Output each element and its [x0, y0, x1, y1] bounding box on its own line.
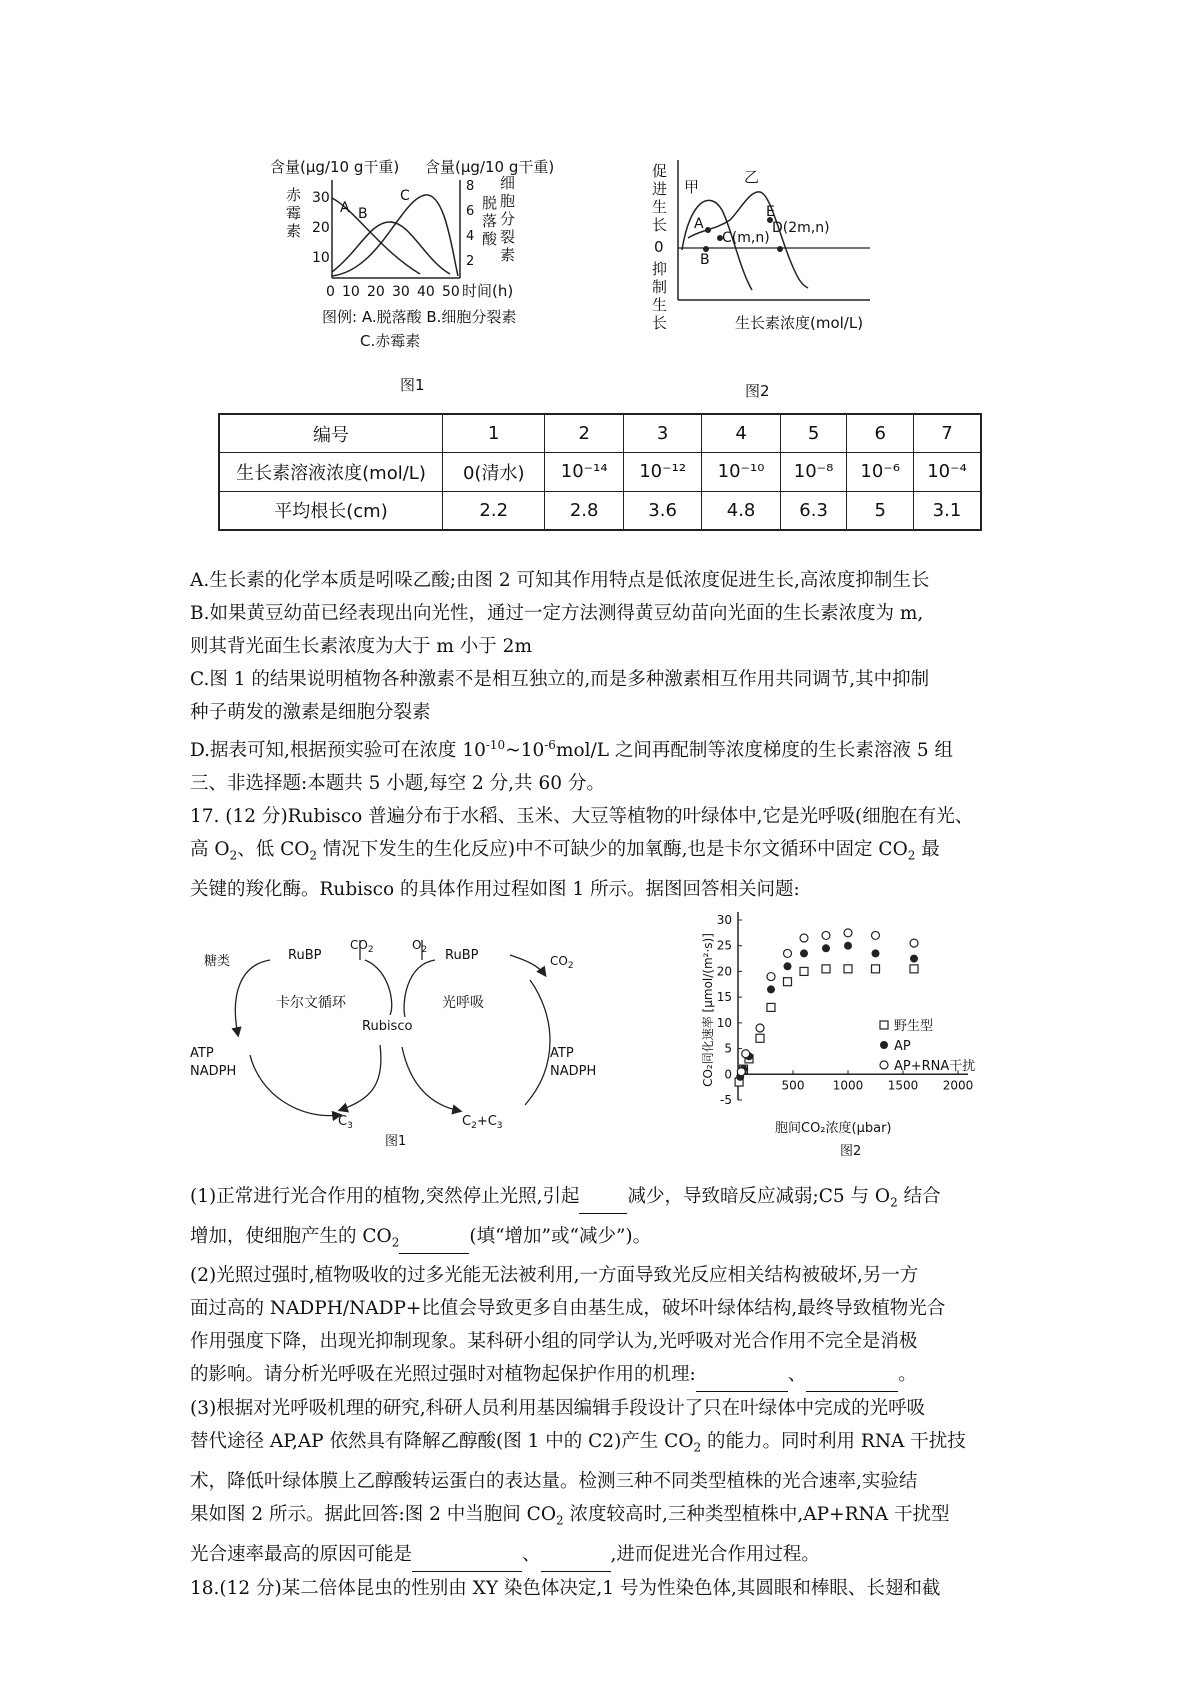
- q17-p3-line2: 替代途径 AP,AP 依然具有降解乙醇酸(图 1 中的 C2)产生 $CO_2$ 的能力。同时利用 RNA 干扰技: [190, 1431, 966, 1456]
- legend-marker: [880, 1021, 888, 1029]
- table-header-number: 编号: [219, 414, 443, 453]
- q17-parts-block: [190, 1180, 1030, 1605]
- data-point: [844, 965, 852, 973]
- q17-p2-line4: 的影响。请分析光呼吸在光照过强时对植物起保护作用的机理: 、 。: [190, 1358, 1030, 1392]
- co2-in-label: $CO_2$: [350, 938, 374, 955]
- curve-c-label: C: [400, 188, 410, 204]
- top-figure2: [640, 160, 910, 410]
- fig2-caption: 图2: [745, 382, 770, 400]
- option-d: D.据表可知,根据预实验可在浓度 $10^{-10}\sim 10^{-6}mol/L$ 之间再配制等浓度梯度的生长素溶液 5 组: [190, 738, 953, 762]
- data-point: [844, 929, 852, 937]
- chart-y-tick-label: 15: [716, 990, 732, 1005]
- section-3-header: 三、非选择题:本题共 5 小题,每空 2 分,共 60 分。: [190, 773, 605, 795]
- data-point: [784, 949, 792, 957]
- fig2-zero: 0: [654, 238, 664, 256]
- fig1-x-20: 20: [367, 284, 385, 300]
- fig1-x-50: 50: [442, 284, 460, 300]
- fig1-left-label-3: 素: [286, 222, 302, 240]
- chart-y-label: CO₂同化速率 [μmol/(m²·s)]: [701, 933, 715, 1087]
- answer-blank[interactable]: [541, 1538, 611, 1572]
- q17-p3-line4: 果如图 2 所示。据此回答:图 2 中当胞间 $CO_2$ 浓度较高时,三种类型植株中,AP+RNA 干扰型: [190, 1504, 950, 1528]
- option-c-line1: C.图 1 的结果说明植物各种激素不是相互独立的,而是多种激素相互作用共同调节,其中抑制: [190, 669, 930, 690]
- table-row: [219, 491, 981, 530]
- rubp-right: RuBP: [445, 948, 479, 963]
- fig1-left-tick-20: 20: [312, 220, 330, 236]
- fig1-x-30: 30: [392, 284, 410, 300]
- point-a: A: [694, 216, 704, 232]
- answer-blank[interactable]: [579, 1180, 627, 1214]
- q17-p3-line1: (3)根据对光呼吸机理的研究,科研人员利用基因编辑手段设计了只在叶绿体中完成的光呼吸: [190, 1398, 926, 1420]
- answer-blank[interactable]: [696, 1358, 788, 1392]
- q17-p3-line3: 术，降低叶绿体膜上乙醇酸转运蛋白的表达量。检测三种不同类型植株的光合速率,实验结: [190, 1471, 918, 1493]
- table-cell: 1: [443, 414, 545, 453]
- fig1-right-b-3: 分: [500, 210, 516, 228]
- sugar-label: 糖类: [204, 954, 231, 969]
- legend-label: AP: [894, 1039, 911, 1054]
- chart-y-tick-label: 25: [716, 938, 732, 953]
- fig2-y-top-2: 进: [652, 180, 668, 198]
- fig1-x-0: 0: [326, 284, 335, 300]
- table-cell: 10⁻⁸: [780, 453, 847, 491]
- q17-p2-line2: 面过高的 NADPH/NADP+比值会导致更多自由基生成，破坏叶绿体结构,最终导致植物光合: [190, 1298, 946, 1320]
- table-cell: 2.2: [443, 491, 545, 530]
- fig1-right-a-2: 落: [482, 212, 498, 230]
- curve-b-label: B: [358, 206, 368, 222]
- q17-intro-line3: 关键的羧化酶。Rubisco 的具体作用过程如图 1 所示。据图回答相关问题:: [190, 878, 800, 900]
- chart-x-tick-label: 1500: [887, 1078, 919, 1093]
- data-point: [844, 942, 852, 950]
- photorespiration-label: 光呼吸: [442, 995, 484, 1011]
- chart-x-label: 胞间CO₂浓度(μbar): [775, 1121, 892, 1136]
- table-cell: 7: [914, 414, 982, 453]
- fig1-left-label-2: 霉: [286, 204, 302, 222]
- fig2-y-bot-3: 生: [652, 296, 668, 314]
- fig2-y-top-4: 长: [652, 216, 668, 234]
- co2-assimilation-chart: [690, 900, 1020, 1170]
- fig2-x-label: 生长素浓度(mol/L): [735, 314, 864, 332]
- table-header-concentration: 生长素溶液浓度(mol/L): [219, 453, 443, 491]
- nadph-right: NADPH: [550, 1064, 597, 1079]
- chart-y-tick-label: 0: [724, 1067, 732, 1082]
- data-point: [800, 949, 808, 957]
- legend-label: 野生型: [894, 1019, 934, 1034]
- data-point: [910, 965, 918, 973]
- data-point: [910, 939, 918, 947]
- nadph-left: NADPH: [190, 1064, 237, 1079]
- data-point: [742, 1050, 750, 1058]
- data-point: [767, 985, 775, 993]
- chart-y-tick-label: 5: [724, 1041, 732, 1056]
- table-cell: 0(清水): [443, 453, 545, 491]
- data-point: [800, 967, 808, 975]
- table-cell: 10⁻¹⁴: [545, 453, 623, 491]
- fig1-left-tick-10: 10: [312, 250, 330, 266]
- table-cell: 6.3: [780, 491, 847, 530]
- table-cell: 10⁻¹⁰: [702, 453, 780, 491]
- data-point: [756, 1034, 764, 1042]
- rubisco-fig-caption: 图1: [385, 1134, 407, 1149]
- answer-blank[interactable]: [806, 1358, 898, 1392]
- rubisco-figure: [190, 935, 660, 1150]
- data-point: [872, 931, 880, 939]
- option-c-line2: 种子萌发的激素是细胞分裂素: [190, 702, 431, 723]
- fig2-y-bot-4: 长: [652, 314, 668, 332]
- fig1-right-tick-6: 6: [466, 204, 475, 219]
- table-cell: 3: [623, 414, 701, 453]
- legend-marker: [880, 1041, 888, 1049]
- chart-y-tick-label: 20: [716, 964, 732, 979]
- data-point: [872, 949, 880, 957]
- data-point: [822, 965, 830, 973]
- options-block: [190, 564, 1030, 906]
- q17-p1-line2: 增加，使细胞产生的 $CO_2$ (填“增加”或“减少”)。: [190, 1220, 1030, 1260]
- legend-marker: [880, 1061, 888, 1069]
- table-cell: 3.1: [914, 491, 982, 530]
- data-point: [737, 1068, 745, 1076]
- fig1-x-40: 40: [417, 284, 435, 300]
- data-point: [822, 931, 830, 939]
- table-cell: 4: [702, 414, 780, 453]
- fig1-right-tick-4: 4: [466, 229, 475, 244]
- chart-caption: 图2: [840, 1144, 862, 1159]
- fig2-y-top-1: 促: [652, 162, 668, 180]
- atp-right: ATP: [550, 1046, 574, 1061]
- q17-p1-line1: (1)正常进行光合作用的植物,突然停止光照,引起 减少，导致暗反应减弱;C5 与 $O_2$ 结合: [190, 1180, 1030, 1220]
- curve-yi: 乙: [744, 168, 760, 186]
- fig1-left-tick-30: 30: [312, 190, 330, 206]
- chart-x-tick-label: 500: [781, 1078, 805, 1093]
- fig1-right-b-4: 裂: [500, 228, 516, 246]
- chart-x-tick-label: 2000: [942, 1078, 974, 1093]
- q18-line: 18.(12 分)某二倍体昆虫的性别由 XY 染色体决定,1 号为性染色体,其圆眼和棒眼、长翅和截: [190, 1577, 941, 1599]
- fig1-right-axis-title: 含量(μg/10 g干重): [425, 158, 555, 176]
- data-point: [767, 1003, 775, 1011]
- fig1-left-label-1: 赤: [286, 186, 302, 204]
- data-point: [767, 973, 775, 981]
- table-cell: 10⁻¹²: [623, 453, 701, 491]
- data-point: [756, 1024, 764, 1032]
- atp-left: ATP: [190, 1046, 214, 1061]
- legend-label: AP+RNA干扰: [894, 1059, 976, 1074]
- fig1-legend-2: C.赤霉素: [360, 332, 421, 350]
- curve-a-label: A: [340, 200, 350, 216]
- fig1-right-tick-8: 8: [466, 179, 475, 194]
- table-cell: 6: [847, 414, 914, 453]
- data-point: [800, 934, 808, 942]
- fig1-right-a-1: 脱: [482, 194, 498, 212]
- fig1-right-a-3: 酸: [482, 230, 498, 248]
- data-point: [822, 944, 830, 952]
- chart-y-tick-label: 30: [716, 913, 732, 927]
- table-cell: 5: [847, 491, 914, 530]
- option-b-line1: B.如果黄豆幼苗已经表现出向光性，通过一定方法测得黄豆幼苗向光面的生长素浓度为 m,: [190, 603, 924, 624]
- q17-intro-line1: 17. (12 分)Rubisco 普遍分布于水稻、玉米、大豆等植物的叶绿体中,它是光呼吸(细胞在有光、: [190, 806, 974, 828]
- top-figure1: [260, 150, 590, 410]
- fig1-x-label: 时间(h): [462, 282, 514, 300]
- curve-jia: 甲: [684, 178, 700, 196]
- option-a: A.生长素的化学本质是吲哚乙酸;由图 2 可知其作用特点是低浓度促进生长,高浓度抑制生长: [190, 570, 930, 591]
- c2-c3-label: $C_2+C_3$: [462, 1114, 503, 1131]
- table-cell: 10⁻⁴: [914, 453, 982, 491]
- fig2-y-bot-1: 抑: [652, 260, 668, 278]
- o2-in-label: $O_2$: [412, 938, 428, 955]
- table-row: [219, 414, 981, 453]
- fig2-y-bot-2: 制: [652, 278, 668, 296]
- q17-p3-line5: 光合速率最高的原因可能是 、 ,进而促进光合作用过程。: [190, 1538, 1030, 1572]
- fig1-left-axis-title: 含量(μg/10 g干重): [270, 158, 400, 176]
- table-cell: 3.6: [623, 491, 701, 530]
- option-b-line2: 则其背光面生长素浓度为大于 m 小于 2m: [190, 636, 532, 657]
- data-point: [872, 965, 880, 973]
- table-cell: 2.8: [545, 491, 623, 530]
- fig1-right-b-2: 胞: [500, 192, 516, 210]
- data-point: [910, 955, 918, 963]
- c3-label: $C_3$: [338, 1114, 353, 1131]
- point-e: E: [766, 204, 775, 220]
- fig1-right-tick-2: 2: [466, 254, 475, 269]
- fig1-legend-1: 图例: A.脱落酸 B.细胞分裂素: [322, 308, 517, 326]
- table-header-root-length: 平均根长(cm): [219, 491, 443, 530]
- data-point: [784, 978, 792, 986]
- fig1-x-10: 10: [342, 284, 360, 300]
- point-b: B: [700, 252, 710, 268]
- data-point: [784, 962, 792, 970]
- fig1-caption: 图1: [400, 376, 425, 394]
- table-cell: 4.8: [702, 491, 780, 530]
- auxin-data-table: [218, 413, 982, 531]
- table-cell: 5: [780, 414, 847, 453]
- answer-blank[interactable]: [412, 1538, 522, 1572]
- q17-p2-line1: (2)光照过强时,植物吸收的过多光能无法被利用,一方面导致光反应相关结构被破坏,另一方: [190, 1265, 919, 1287]
- q17-intro-line2: 高 $O_2$、低 $CO_2$ 情况下发生的生化反应)中不可缺少的加氧酶,也是卡尔文循环中固定 $CO_2$ 最: [190, 839, 940, 863]
- chart-x-tick-label: 1000: [832, 1078, 864, 1093]
- fig1-right-b-1: 细: [500, 174, 516, 192]
- point-c: C(m,n): [722, 230, 770, 246]
- co2-out-label: $CO_2$: [550, 954, 574, 971]
- point-d: D(2m,n): [772, 220, 830, 236]
- q17-p2-line3: 作用强度下降，出现光抑制现象。某科研小组的同学认为,光呼吸对光合作用不完全是消极: [190, 1331, 918, 1353]
- table-cell: 10⁻⁶: [847, 453, 914, 491]
- fig2-y-top-3: 生: [652, 198, 668, 216]
- calvin-label: 卡尔文循环: [276, 995, 346, 1011]
- table-row: [219, 453, 981, 491]
- chart-y-tick-label: 10: [716, 1015, 732, 1030]
- fig1-right-b-5: 素: [500, 246, 516, 264]
- rubp-left: RuBP: [288, 948, 322, 963]
- table-cell: 2: [545, 414, 623, 453]
- answer-blank[interactable]: [399, 1220, 469, 1254]
- chart-y-tick-label: -5: [720, 1093, 732, 1107]
- rubisco-label: Rubisco: [362, 1019, 413, 1034]
